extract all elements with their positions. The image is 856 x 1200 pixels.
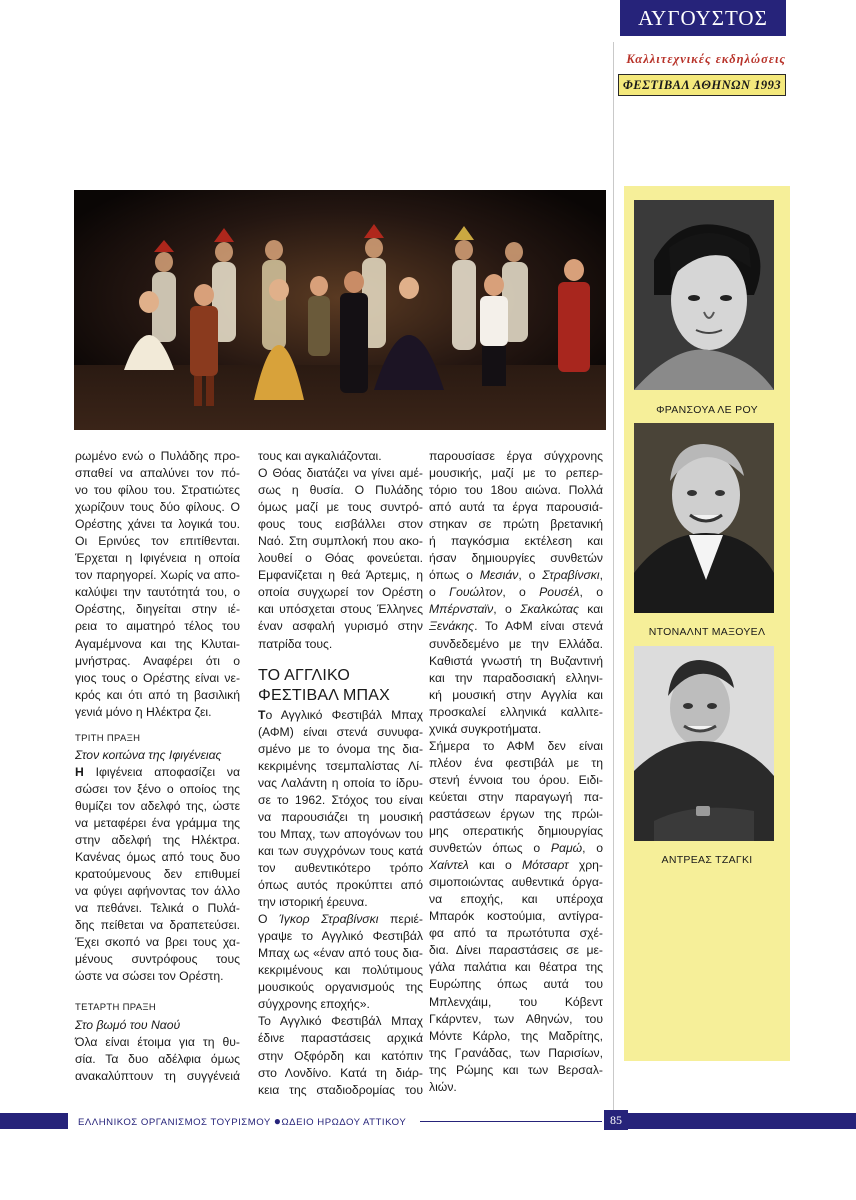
col2-p2 [258,928,423,1013]
text-line: όπως αυτός προκύπτει από [258,878,423,893]
act3-label: ΤΡΙΤΗ ΠΡΑΞΗ [75,732,141,744]
text-line: στην αδελφή της Ηλέκτρα. [75,833,240,848]
text-line: κεκριμένης τσεμπαλίστας Λί- [258,758,423,773]
text-line: να μεταφέρει ένα γράμμα της [75,815,240,830]
text-line: ραστάσεων έργων της πρώι- [429,806,603,821]
act3-title: Στον κοιτώνα της Ιφιγένειας [75,747,222,762]
text-line: Μπαρόκ κοστούμια, αντίγρα- [429,909,603,924]
p1-first-text: ο Αγγλικό Φεστιβάλ Μπαχ [265,707,423,722]
portrait-drawing-3 [634,646,774,841]
text-line: Μπαχ ως «έναν από τους δια- [258,946,423,961]
text-line: σία. Τα δυο αδέλφια όμως [75,1051,240,1066]
text-line: Μόντε Κάρλο, της Μαδρίτης, [429,1028,603,1043]
act3-first-text: Ιφιγένεια αποφασίζει να [83,764,240,779]
text-line: στηκαν σε πρώτη βρετανική [429,517,603,532]
portrait-photo-1 [634,200,774,390]
portrait-sidebar [624,186,790,1061]
composer-name: Μπέρνσταϊν [429,602,494,617]
footer-bar-left [0,1113,68,1129]
text-line: Ναό. Στη συμπλοκή που ακο- [258,534,423,549]
text-line: γάλα παλάτια και θέατρα της [429,960,603,975]
t: χρη- [568,858,603,873]
t: και ο [468,858,522,873]
act3-first-line [75,764,240,781]
text-line: Κανένας όμως από τους δυο [75,850,240,865]
text-line: οποία συγχωρεί τον Ορέστη [258,585,423,600]
col3-b [429,636,603,841]
text-line: Όλα είναι έτοιμα για τη θυ- [75,1034,240,1049]
footer-credits [78,1113,406,1129]
composers-line-6 [429,857,603,874]
text-line: ρωμένο ενώ ο Πυλάδης προ- [75,449,240,463]
text-line: στενή έννοια του όρου. Ειδι- [429,772,603,787]
text-line: Εμφανίζεται η θεά Άρτεμις, η [258,568,423,583]
text-line: της Ρώμης και των Βερσαλ- [429,1062,603,1077]
portrait-drawing-2 [634,423,774,613]
col2-p1 [258,724,423,912]
text-line: στην Οξφόρδη και κατόπιν [258,1048,423,1063]
composers-line-3 [429,601,603,618]
t: συνθετών όπως ο [429,841,551,856]
text-line: συνδεδεμένο με την Ελλάδα. [429,636,603,651]
p2-first-line [258,911,423,928]
text-line: σώσει τον ξένο ο οποίος της [75,781,240,796]
text-line: ή παγκόσμια εκτέλεση και [429,534,603,549]
text-line: όμως μαζί με τους συντρό- [258,500,423,515]
composer-name: Σκαλκώτας [520,602,579,617]
dropcap: Η [75,764,84,779]
t: , ο [579,585,603,600]
t: , ο [518,568,543,583]
composer-name: Ρουσέλ [539,585,580,600]
composers-line-2 [429,584,603,601]
text-line: Ορέστης χάνει τα λογικά του. [75,517,240,532]
col2-p3 [258,1013,423,1098]
text-line: έδινε παραστάσεις αρχικά [258,1031,423,1046]
dropcap: Τ [258,707,266,722]
text-line: Αγαμέμνονα και της Κλυται- [75,636,240,651]
text-line: τους και αγκαλιάζονται. [258,449,382,463]
text-line: σε το 1962. Στόχος του είναι [258,792,423,807]
text-line: κεύεται στην παραγωγή πα- [429,789,603,804]
p2-suffix: περιέ- [378,912,423,927]
text-line: σμένο με το όνομα της δια- [258,741,423,756]
column-divider [613,42,614,1116]
t: , [599,568,603,583]
bullet-icon: ● [273,1114,282,1128]
text-line: Ορέστης, διηγείται στην ιέ- [75,602,240,617]
text-line: ώστε να σώσει τον Ορέστη. [75,969,224,984]
text-line: προσκαλεί ελληνικά καλλιτε- [429,704,603,719]
text-line: Σήμερα το ΑΦΜ δεν είναι [429,738,603,753]
text-line: σιμοποιώντας αυθεντικά όργα- [429,875,603,890]
col1-act3 [75,781,240,986]
text-line: μένους συντρόφους τους [75,952,240,967]
text-line: χωρίζουν τους δύο φίλους. Ο [75,500,240,515]
t: . Το ΑΦΜ είναι στενά [474,619,603,634]
text-line: ανακαλύπτουν τη συγγένειά [75,1068,240,1083]
text-line: Καθιστά γνωστή τη Βυζαντινή [429,653,603,668]
text-line: δης πείθεται να δραπετεύσει. [75,918,240,933]
t: , ο [582,841,603,856]
footer-org: ΕΛΛΗΝΙΚΟΣ ΟΡΓΑΝΙΣΜΟΣ ΤΟΥΡΙΣΜΟΥ [78,1117,271,1128]
text-line: σπαθεί να απαλύνει τον πό- [75,466,240,481]
month-heading: ΑΥΓΟΥΣΤΟΣ [620,0,786,36]
text-line: και των συγχρόνων τους κατά [258,843,423,858]
text-line: Γκάρντεν, των Αθηνών, του [429,1011,603,1026]
text-line: γραψε το Αγγλικό Φεστιβάλ [258,929,423,944]
text-line: φα από τα πρωτότυπα σχέ- [429,926,603,941]
text-line: να παρουσιάζει τη μουσική [258,809,423,824]
p1-first-line [258,707,423,724]
p2-prefix: Ο [258,912,280,927]
text-line: ρεια το αιματηρό τέλος του [75,619,240,634]
section-rubric: Καλλιτεχνικές εκδηλώσεις [626,52,786,66]
t: και [578,602,603,617]
text-line: να πεθάνει. Τελικά ο Πυλά- [75,901,240,916]
text-line: να φύγει αφήνοντας τον άλλο [75,884,240,899]
composers-line-4 [429,618,603,635]
t: , ο [502,585,540,600]
text-line: τον παρηγορεί. Χωρίς να απο- [75,568,240,583]
text-line: Το Αγγλικό Φεστιβάλ Μπαχ [258,1014,423,1029]
text-line: μνήστρας. Αναφέρει ότι ο [75,653,240,668]
text-line: τον αυθεντικότερο τρόπο [258,860,423,875]
composers-line-5 [429,840,603,857]
act4-label: ΤΕΤΑΡΤΗ ΠΡΑΞΗ [75,1002,156,1014]
text-line: και υπόσχεται στους Έλληνες [258,602,423,617]
text-line: και την παραδοσιακή ελληνι- [429,670,603,685]
composer-name: Ίγκορ Στραβίνσκι [279,912,379,927]
composer-name: Στραβίνσκι [542,568,600,583]
t: , ο [493,602,521,617]
col3-a [429,448,603,567]
text-line: φους τους εισβάλλει στον [258,517,423,532]
text-line: Ο Θόας διατάζει να γίνει αμέ- [258,466,423,481]
text-line: μουσικής, μαζί με το ρεπερ- [429,466,603,481]
text-line: νας Λαλάντη η οποία το ίδρυ- [258,775,423,790]
text-line: τόριο του 18ου αιώνα. Πολλά [429,483,603,498]
portrait-caption-2: ΝΤΟΝΑΛΝΤ ΜΑΞΟΥΕΛ [648,626,766,638]
text-line: παρουσίασε έργα σύγχρονης [429,449,603,463]
text-line: ήσαν δημιουργίες συνθετών [429,551,603,566]
portrait-drawing-1 [634,200,774,390]
page-number: 85 [604,1110,628,1130]
composer-name: Μεσιάν [479,568,519,583]
text-line: Έρχεται η Ιφιγένεια η οποία [75,551,240,566]
text-column-2 [258,448,423,1099]
section-heading-line1: ΤΟ ΑΓΓΛΙΚΟ [258,666,351,684]
text-line: σως η θυσία. Ο Πυλάδης [258,483,423,498]
col1-intro [75,448,240,721]
composer-name: Γουώλτον [449,585,503,600]
text-line: Μπλενχάιμ, του Κόβεντ [429,994,603,1009]
text-line: νο του φίλου του. Στρατιώτες [75,483,240,498]
portrait-caption-3: ΑΝΤΡΕΑΣ ΤΖΑΓΚΙ [661,854,753,866]
portrait-caption-1: ΦΡΑΝΣΟΥΑ ΛΕ ΡΟΥ [656,404,758,416]
composer-name: Ξενάκης [429,619,475,634]
stage-photo-drawing [74,190,606,430]
portrait-photo-3 [634,646,774,841]
text-line: (ΑΦΜ) είναι στενά συνυφα- [258,724,423,739]
text-line: λουθεί ο Θόας φονεύεται. [258,551,423,566]
composer-name: Ραμώ [550,841,583,856]
text-line: κεκριμένους και πολύτιμους [258,963,423,978]
text-column-1 [75,448,240,1085]
text-line: χνικά συγκροτήματα. [429,721,542,736]
act4-title: Στο βωμό του Ναού [75,1017,181,1032]
text-line: κεια της σταδιοδρομίας του [258,1082,423,1097]
text-line: δια. Δίνει παραστάσεις σε με- [429,943,603,958]
text-line: κή μουσική στην Αγγλία και [429,687,603,702]
text-line: στο Λονδίνο. Κατά τη διάρ- [258,1065,423,1080]
stage-performance-photo [74,190,606,430]
text-line: σύγχρονης εποχής». [258,997,370,1012]
t: ο [429,585,450,600]
composer-name: Μότσαρτ [521,858,569,873]
text-line: την ιστορική έρευνα. [258,895,368,910]
text-line: μουσικούς οργανισμούς της [258,980,423,995]
text-line: κρατούμενους δεν επιθυμεί [75,867,240,882]
text-line: μης οπερατικής δημιουργίας [429,824,603,839]
text-line: γιος τους ο Ορέστης είναι νε- [75,670,240,685]
text-line: πατρίδα τους. [258,636,333,651]
text-line: να εποχής, και υπέροχα [429,892,603,907]
text-line: κρός και ότι από τη βασιλική [75,687,240,702]
text-line: έναν ασφαλή γυρισμό στην [258,619,423,634]
col1-act4 [75,1034,240,1085]
section-heading-line2: ΦΕΣΤΙΒΑΛ ΜΠΑΧ [258,686,390,704]
composers-line-1 [429,567,603,584]
text-line: Οι Ερινύες τον επιτίθενται. [75,534,240,549]
text-line: του Μπαχ, των απογόνων του [258,826,423,841]
col3-d [429,874,603,1096]
text-line: γενιά μόνο η Ηλέκτρα ζει. [75,704,212,719]
text-line: από αυτά τα έργα παρουσιά- [429,500,603,515]
text-line: πλέον ένα φεστιβάλ με τη [429,755,603,770]
festival-label: ΦΕΣΤΙΒΑΛ ΑΘΗΝΩΝ 1993 [618,74,786,96]
text-line: θυμίζει τον αδελφό της, ώστε [75,798,240,813]
footer-rule [420,1121,602,1122]
text-line: της Γρανάδας, των Παρισίων, [429,1045,603,1060]
text-line: λιών. [429,1079,457,1094]
text-line: καλύψει την ταυτότητά του, ο [75,585,240,600]
t: όπως ο [429,568,480,583]
footer-venue: ΩΔΕΙΟ ΗΡΩΔΟΥ ΑΤΤΙΚΟΥ [281,1117,407,1128]
footer-bar-right [628,1113,856,1129]
composer-name: Χαίντελ [429,858,469,873]
text-column-3 [429,448,603,1096]
col2-intro [258,448,423,653]
text-line: Έχει σκοπό να βρει τους χα- [75,935,240,950]
text-line: Ευρώπης όπως αυτά του [429,977,603,992]
portrait-photo-2 [634,423,774,613]
